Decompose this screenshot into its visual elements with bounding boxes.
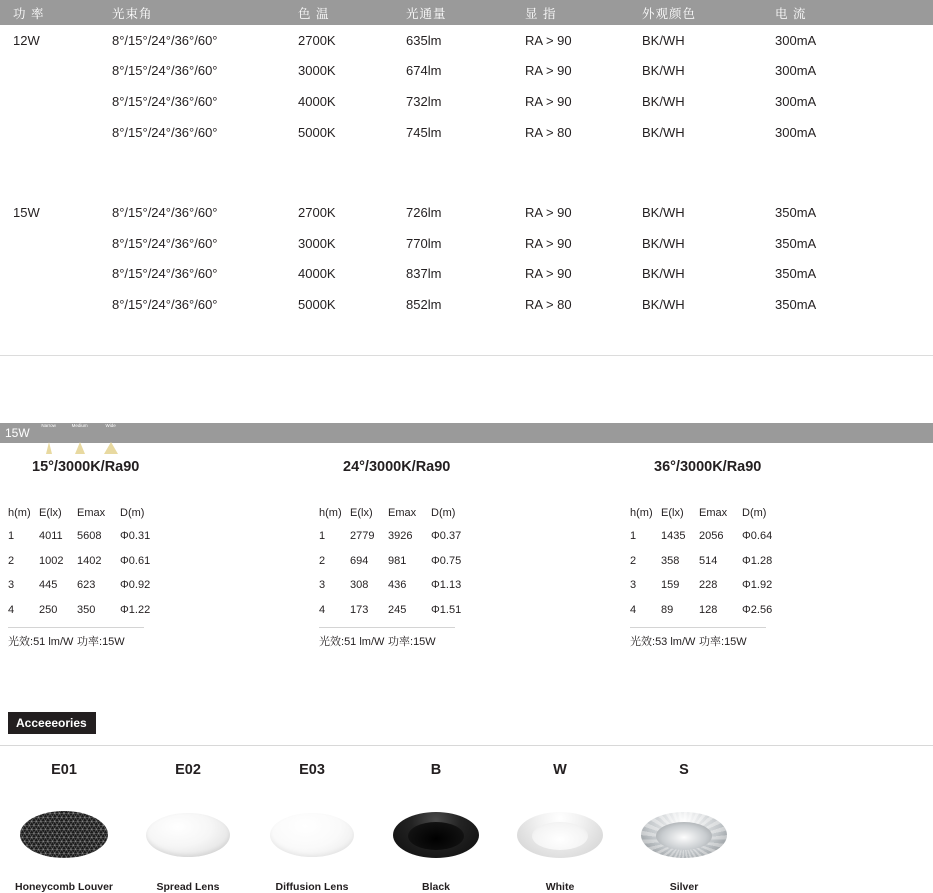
divider — [0, 745, 933, 746]
cell-power: 12W — [13, 32, 40, 48]
cell-cri: RA > 90 — [525, 32, 572, 48]
power-label: 功率: — [699, 635, 725, 648]
accessory-name: Diffusion Lens — [275, 880, 349, 893]
silver-reflector-icon — [624, 804, 744, 866]
beam-narrow-icon — [38, 423, 60, 442]
cell-emax: 5608 — [77, 530, 102, 542]
efficacy-label: 光效: — [319, 635, 345, 648]
photometry-table — [8, 502, 311, 649]
table-row — [0, 197, 933, 228]
cell-height: 2 — [8, 554, 15, 567]
cell-diameter: Φ0.75 — [431, 554, 462, 567]
photometry-table — [319, 502, 622, 649]
cell-diameter: Φ0.92 — [120, 579, 151, 591]
beam-medium-icon — [69, 423, 91, 442]
beam-wide-label: Wide — [105, 423, 116, 429]
header-height: h(m) — [8, 506, 31, 519]
efficacy-number: 51 lm/W — [33, 635, 74, 648]
cell-cct: 4000K — [298, 266, 336, 282]
cell-illuminance: 1435 — [661, 530, 686, 542]
efficacy-label: 光效: — [630, 635, 656, 648]
cell-color: BK/WH — [642, 235, 685, 251]
accessories-section — [0, 712, 933, 893]
photometric-data-section — [0, 423, 933, 649]
cell-height: 1 — [319, 530, 326, 542]
spread-lens-icon — [128, 804, 248, 866]
cell-current: 300mA — [775, 124, 817, 140]
accessory-code: W — [553, 761, 567, 778]
cell-height: 3 — [8, 579, 15, 591]
cell-height: 4 — [319, 603, 326, 616]
cell-illuminance: 308 — [350, 579, 369, 591]
accessory-item-white[interactable] — [496, 762, 620, 893]
column-header-current: 电 流 — [775, 6, 807, 21]
cell-cct: 5000K — [298, 124, 336, 140]
accessory-code: S — [679, 761, 689, 778]
column-header-cct: 色 温 — [298, 6, 330, 21]
cell-illuminance: 694 — [350, 554, 369, 567]
cell-beam-angle: 8°/15°/24°/36°/60° — [112, 124, 218, 140]
cell-emax: 2056 — [699, 530, 724, 542]
table-row — [0, 86, 933, 117]
header-diameter: D(m) — [742, 506, 767, 519]
photometry-row — [630, 573, 933, 598]
cell-beam-angle: 8°/15°/24°/36°/60° — [112, 235, 218, 251]
photometry-row — [8, 573, 311, 598]
header-emax: Emax — [699, 506, 728, 519]
power-number: 15W — [102, 635, 125, 648]
accessory-name: Honeycomb Louver — [14, 880, 114, 893]
cell-cct: 3000K — [298, 63, 336, 79]
header-diameter: D(m) — [120, 506, 145, 519]
cell-color: BK/WH — [642, 266, 685, 282]
header-emax: Emax — [388, 506, 417, 519]
cell-cri: RA > 90 — [525, 266, 572, 282]
cell-illuminance: 445 — [39, 579, 58, 591]
photometry-row — [630, 597, 933, 622]
cell-diameter: Φ0.37 — [431, 530, 462, 542]
cell-illuminance: 173 — [350, 603, 369, 616]
photometry-row — [630, 524, 933, 549]
chart-title: 24°/3000K/Ra90 — [343, 458, 451, 475]
power-label: 功率: — [388, 635, 414, 648]
cell-beam-angle: 8°/15°/24°/36°/60° — [112, 32, 218, 48]
cell-flux: 732lm — [406, 93, 442, 109]
photometry-row — [319, 548, 622, 573]
photometry-chart-36deg — [622, 459, 933, 649]
photometry-footer — [319, 627, 455, 649]
cell-color: BK/WH — [642, 63, 685, 79]
header-emax: Emax — [77, 506, 106, 519]
accessory-code: E03 — [299, 761, 325, 778]
cell-height: 1 — [8, 530, 15, 542]
beam-wide-icon — [100, 423, 122, 442]
cell-illuminance: 2779 — [350, 530, 375, 542]
efficacy-label: 光效: — [8, 635, 34, 648]
cell-cct: 2700K — [298, 32, 336, 48]
cell-cri: RA > 80 — [525, 296, 572, 312]
accessory-name: White — [545, 880, 575, 893]
spec-table-header-row — [0, 0, 933, 25]
cell-cri: RA > 90 — [525, 205, 572, 221]
efficacy-value — [630, 633, 699, 649]
cell-cct: 4000K — [298, 93, 336, 109]
column-header-luminous-flux: 光通量 — [406, 6, 447, 21]
column-header-cri: 显 指 — [525, 6, 557, 21]
cell-height: 3 — [630, 579, 637, 591]
table-row — [0, 289, 933, 320]
beam-wide-shape — [104, 428, 118, 454]
cell-diameter: Φ0.31 — [120, 530, 151, 542]
cell-color: BK/WH — [642, 205, 685, 221]
accessory-code: E02 — [175, 761, 201, 778]
honeycomb-louver-icon — [4, 804, 124, 866]
accessories-title: Acceeeories — [8, 712, 96, 734]
cell-color: BK/WH — [642, 296, 685, 312]
accessory-item-silver[interactable] — [620, 762, 744, 893]
photometry-footer — [630, 627, 766, 649]
cell-height: 4 — [630, 603, 637, 616]
photometry-table — [630, 502, 933, 649]
cell-flux: 635lm — [406, 32, 442, 48]
cell-current: 300mA — [775, 32, 817, 48]
header-diameter: D(m) — [431, 506, 456, 519]
accessories-row — [0, 762, 933, 893]
accessory-name: Spread Lens — [156, 880, 220, 893]
efficacy-number: 53 lm/W — [655, 635, 696, 648]
accessory-item-e02[interactable] — [124, 762, 248, 893]
beam-narrow-shape — [46, 428, 52, 454]
accessory-code: E01 — [51, 761, 77, 778]
cell-current: 300mA — [775, 93, 817, 109]
accessory-item-e03[interactable] — [248, 762, 372, 893]
cell-cri: RA > 90 — [525, 93, 572, 109]
cell-illuminance: 4011 — [39, 530, 63, 542]
cell-beam-angle: 8°/15°/24°/36°/60° — [112, 63, 218, 79]
beam-angle-legend — [38, 423, 122, 442]
photometry-header-row — [8, 502, 311, 524]
photometry-footer — [8, 627, 144, 649]
cell-emax: 128 — [699, 603, 718, 616]
efficacy-value — [8, 633, 77, 649]
cell-color: BK/WH — [642, 32, 685, 48]
accessory-name: Silver — [669, 880, 699, 893]
cell-diameter: Φ0.64 — [742, 530, 773, 542]
photometry-row — [8, 524, 311, 549]
chart-title: 15°/3000K/Ra90 — [32, 458, 140, 475]
efficacy-number: 51 lm/W — [344, 635, 385, 648]
photometry-chart-15deg — [0, 459, 311, 649]
cell-flux: 674lm — [406, 63, 442, 79]
cell-height: 2 — [319, 554, 326, 567]
cell-height: 3 — [319, 579, 326, 591]
cell-beam-angle: 8°/15°/24°/36°/60° — [112, 205, 218, 221]
beam-medium-shape — [75, 428, 85, 454]
cell-flux: 726lm — [406, 205, 442, 221]
cell-flux: 745lm — [406, 124, 442, 140]
accessory-item-e01[interactable] — [0, 762, 124, 893]
cell-flux: 837lm — [406, 266, 442, 282]
cell-diameter: Φ0.61 — [120, 554, 151, 567]
header-height: h(m) — [319, 506, 342, 519]
cell-emax: 981 — [388, 554, 407, 567]
column-header-beam-angle: 光束角 — [112, 6, 153, 21]
cell-cct: 2700K — [298, 205, 336, 221]
photometry-header-row — [630, 502, 933, 524]
photometry-header-row — [319, 502, 622, 524]
cell-diameter: Φ1.92 — [742, 579, 773, 591]
header-illuminance: E(lx) — [661, 506, 684, 519]
beam-medium-label: Medium — [71, 423, 88, 429]
cell-emax: 245 — [388, 603, 407, 616]
photometry-row — [630, 548, 933, 573]
cell-color: BK/WH — [642, 124, 685, 140]
power-number: 15W — [724, 635, 747, 648]
cell-cct: 3000K — [298, 235, 336, 251]
cell-flux: 852lm — [406, 296, 442, 312]
cell-height: 1 — [630, 530, 637, 542]
table-row — [0, 56, 933, 87]
cell-diameter: Φ2.56 — [742, 603, 773, 616]
photometry-row — [319, 597, 622, 622]
table-row — [0, 25, 933, 56]
accessory-code: B — [430, 761, 442, 778]
cell-beam-angle: 8°/15°/24°/36°/60° — [112, 93, 218, 109]
cell-current: 350mA — [775, 205, 817, 221]
photometry-row — [8, 597, 311, 622]
power-value — [388, 633, 436, 649]
cell-height: 4 — [8, 603, 15, 616]
diffusion-lens-icon — [252, 804, 372, 866]
column-header-power: 功 率 — [13, 6, 45, 21]
accessory-item-black[interactable] — [372, 762, 496, 893]
photometry-row — [319, 524, 622, 549]
cell-color: BK/WH — [642, 93, 685, 109]
table-group-gap — [0, 147, 933, 197]
cell-flux: 770lm — [406, 235, 442, 251]
cell-emax: 623 — [77, 579, 96, 591]
cell-emax: 350 — [77, 603, 96, 616]
cell-current: 350mA — [775, 235, 817, 251]
cell-diameter: Φ1.28 — [742, 554, 773, 567]
column-header-finish-color: 外观颜色 — [642, 6, 697, 21]
cell-emax: 436 — [388, 579, 407, 591]
cell-emax: 3926 — [388, 530, 413, 542]
photometry-row — [319, 573, 622, 598]
photometry-row — [8, 548, 311, 573]
power-value — [699, 633, 747, 649]
header-illuminance: E(lx) — [39, 506, 62, 519]
cell-illuminance: 250 — [39, 603, 58, 616]
cell-current: 300mA — [775, 63, 817, 79]
cell-cri: RA > 90 — [525, 63, 572, 79]
power-label: 功率: — [77, 635, 103, 648]
photometry-chart-24deg — [311, 459, 622, 649]
beam-narrow-label: Narrow — [41, 423, 56, 429]
cell-current: 350mA — [775, 296, 817, 312]
cell-emax: 228 — [699, 579, 718, 591]
power-value — [77, 633, 125, 649]
divider — [0, 355, 933, 356]
table-row — [0, 228, 933, 259]
photometry-columns — [0, 459, 933, 649]
cell-beam-angle: 8°/15°/24°/36°/60° — [112, 266, 218, 282]
cell-cct: 5000K — [298, 296, 336, 312]
black-reflector-icon — [376, 804, 496, 866]
cell-power: 15W — [13, 205, 40, 221]
cell-diameter: Φ1.51 — [431, 603, 462, 616]
photometry-power-label: 15W — [5, 425, 30, 440]
header-height: h(m) — [630, 506, 653, 519]
cell-diameter: Φ1.13 — [431, 579, 462, 591]
cell-emax: 1402 — [77, 554, 102, 567]
header-illuminance: E(lx) — [350, 506, 373, 519]
cell-emax: 514 — [699, 554, 718, 567]
power-number: 15W — [413, 635, 436, 648]
chart-title: 36°/3000K/Ra90 — [654, 458, 762, 475]
table-row — [0, 117, 933, 148]
cell-illuminance: 1002 — [39, 554, 64, 567]
accessory-name: Black — [421, 880, 451, 893]
cell-illuminance: 358 — [661, 554, 680, 567]
cell-cri: RA > 90 — [525, 235, 572, 251]
cell-illuminance: 159 — [661, 579, 680, 591]
cell-height: 2 — [630, 554, 637, 567]
cell-illuminance: 89 — [661, 603, 674, 616]
cell-cri: RA > 80 — [525, 124, 572, 140]
cell-diameter: Φ1.22 — [120, 603, 151, 616]
table-row — [0, 259, 933, 290]
cell-beam-angle: 8°/15°/24°/36°/60° — [112, 296, 218, 312]
specification-table — [0, 0, 933, 356]
cell-current: 350mA — [775, 266, 817, 282]
efficacy-value — [319, 633, 388, 649]
photometry-header-bar — [0, 423, 933, 443]
white-reflector-icon — [500, 804, 620, 866]
